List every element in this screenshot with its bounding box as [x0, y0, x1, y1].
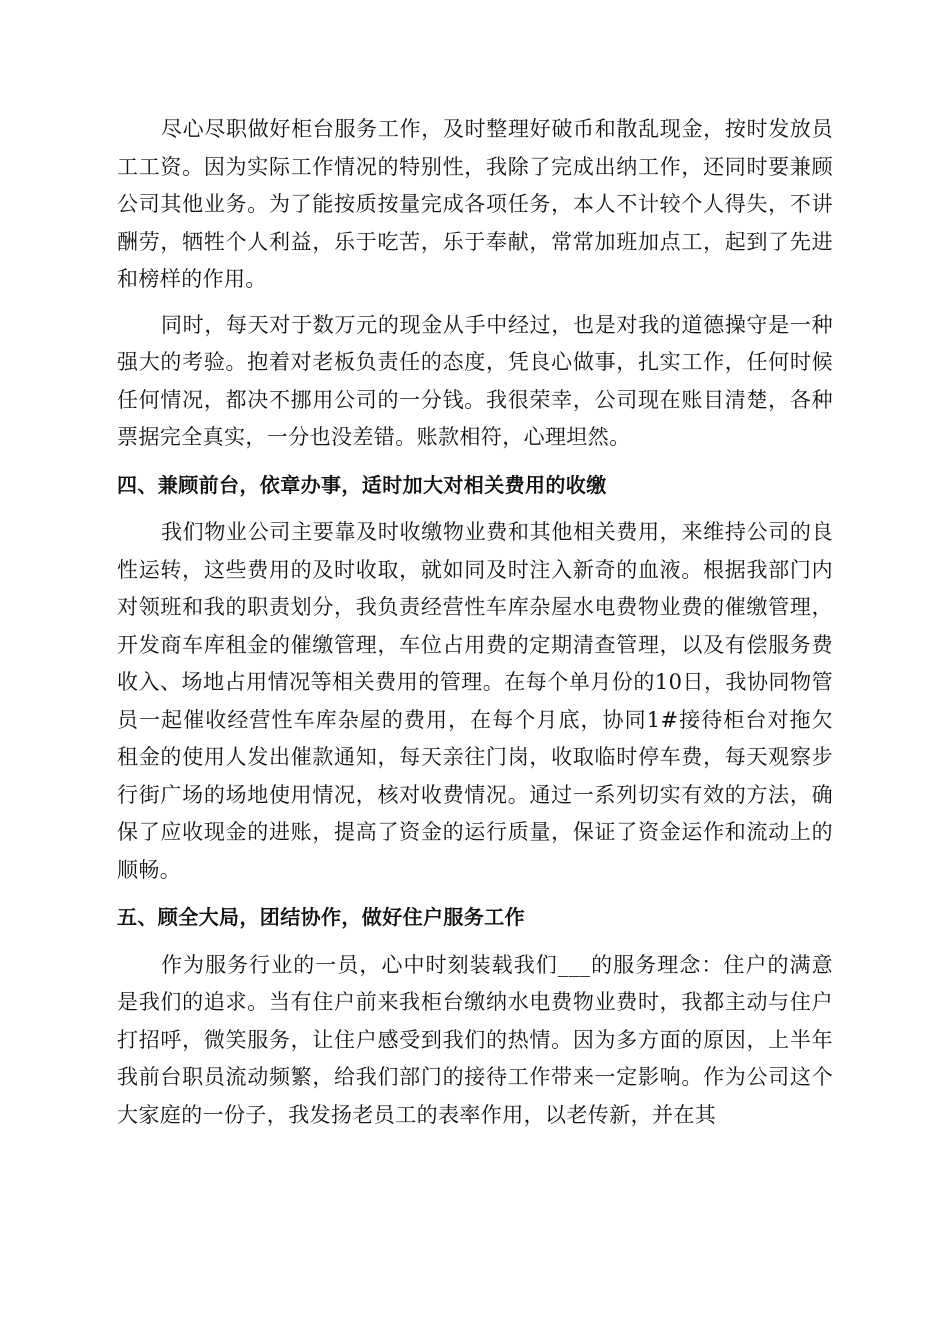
- paragraph-resident-service: 作为服务行业的一员，心中时刻装载我们___的服务理念：住户的满意是我们的追求。当有住户前来我柜台缴纳水电费物业费时，我都主动与住户打招呼，微笑服务，让住户感受到我们的热情。因为多方面的原因，上半年我前台职员流动频繁，给我们部门的接待工作带来一定影响。作为公司这个大家庭的一份子，我发扬老员工的表率作用，以老传新，并在其: [117, 952, 833, 1127]
- paragraph-spacer: [117, 457, 833, 467]
- section-heading-4: 四、兼顾前台，依章办事，适时加大对相关费用的收缴: [117, 472, 607, 497]
- paragraph-spacer: [117, 504, 833, 514]
- paragraph-cash-integrity: 同时，每天对于数万元的现金从手中经过，也是对我的道德操守是一种强大的考验。抱着对老板负责任的态度，凭良心做事，扎实工作，任何时候任何情况，都决不挪用公司的一分钱。我很荣幸，公司现在账目清楚，各种票据完全真实，一分也没差错。账款相符，心理坦然。: [117, 312, 833, 449]
- paragraph-spacer: [117, 889, 833, 899]
- document-body: [117, 111, 833, 1134]
- paragraph-spacer: [117, 937, 833, 947]
- paragraph-cashier-duties: 尽心尽职做好柜台服务工作，及时整理好破币和散乱现金，按时发放员工工资。因为实际工作情况的特别性，我除了完成出纳工作，还同时要兼顾公司其他业务。为了能按质按量完成各项任务，本人不计较个人得失，不讲酬劳，牺牲个人利益，乐于吃苦，乐于奉献，常常加班加点工，起到了先进和榜样的作用。: [117, 117, 833, 291]
- section-heading-5: 五、顾全大局，团结协作，做好住户服务工作: [117, 905, 525, 929]
- paragraph-spacer: [117, 299, 833, 307]
- paragraph-fee-collection: 我们物业公司主要靠及时收缴物业费和其他相关费用，来维持公司的良性运转，这些费用的及时收取，就如同及时注入新奇的血液。根据我部门内对领班和我的职责划分，我负责经营性车库杂屋水电费物业费的催缴管理，开发商车库租金的催缴管理，车位占用费的定期清查管理，以及有偿服务费收入、场地占用情况等相关费用的管理。在每个单月份的10日，我协同物管员一起催收经营性车库杂屋的费用，在每个月底，协同1#接待柜台对拖欠租金的使用人发出催款通知，每天亲往门岗，收取临时停车费，每天观察步行街广场的场地使用情况，核对收费情况。通过一系列切实有效的方法，确保了应收现金的进账，提高了资金的运行质量，保证了资金运作和流动上的顺畅。: [117, 520, 833, 882]
